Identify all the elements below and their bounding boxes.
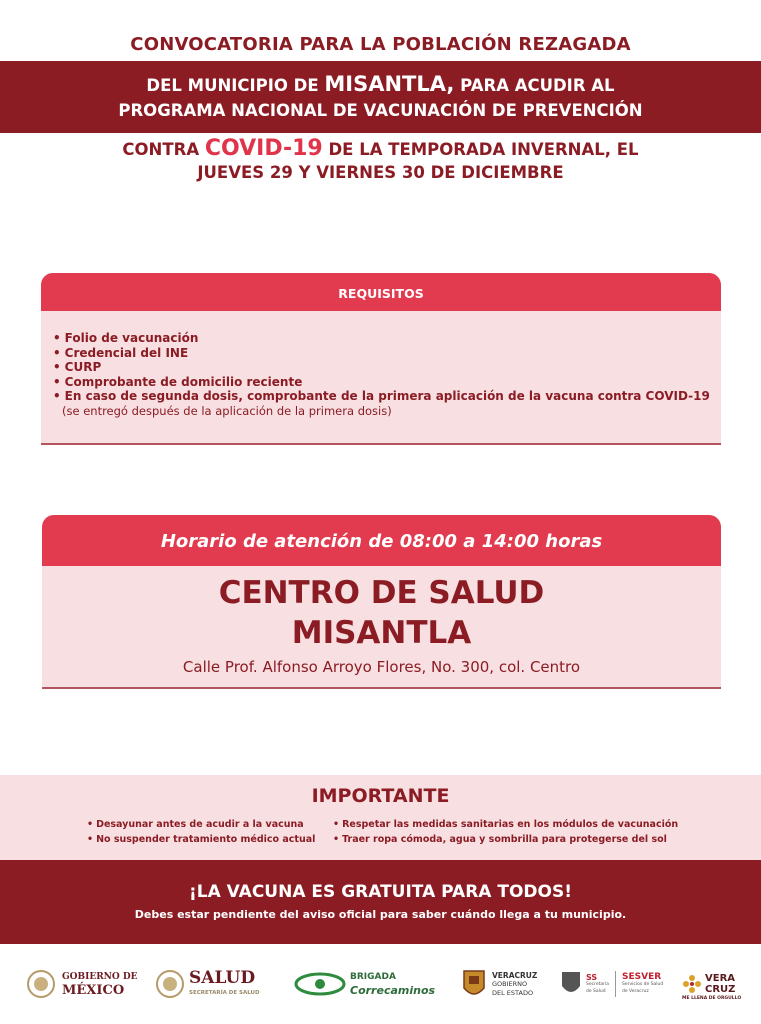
requisitos-list bbox=[41, 311, 721, 404]
requisitos-card bbox=[41, 273, 721, 445]
ss-label: SS bbox=[586, 972, 598, 982]
requisitos-note: (se entregó después de la aplicación de la primera dosis) bbox=[62, 403, 392, 418]
sesver-sub-2: de Veracruz bbox=[622, 988, 649, 994]
requisito-item: • Folio de vacunación bbox=[53, 331, 721, 346]
header-line-5: JUEVES 29 Y VIERNES 30 DE DICIEMBRE bbox=[197, 163, 564, 182]
gratuita-title: ¡LA VACUNA ES GRATUITA PARA TODOS! bbox=[189, 882, 572, 902]
logo-salud bbox=[155, 960, 260, 1008]
centro-name bbox=[42, 573, 721, 653]
logo-veracruz-gobierno bbox=[461, 960, 537, 1008]
requisito-item: • CURP bbox=[53, 360, 721, 375]
header-line-4-pre: CONTRA bbox=[122, 140, 205, 159]
horario-title: Horario de atención de 08:00 a 14:00 horas bbox=[42, 515, 721, 566]
brigada-line-2: Correcaminos bbox=[350, 984, 436, 997]
requisito-item: • Credencial del INE bbox=[53, 346, 721, 361]
importante-item: • Desayunar antes de acudir a la vacuna bbox=[87, 817, 315, 832]
centro-address: Calle Prof. Alfonso Arroyo Flores, No. 300, col. Centro bbox=[182, 658, 581, 676]
importante-item: • No suspender tratamiento médico actual bbox=[87, 832, 315, 847]
gratuita-banner bbox=[0, 860, 761, 944]
requisito-item: • En caso de segunda dosis, comprobante de la primera aplicación de la vacuna contra COVID-19 bbox=[53, 389, 721, 404]
vera-line-1: VERA bbox=[705, 973, 736, 984]
logo-divider bbox=[615, 971, 616, 997]
importante-item: • Respetar las medidas sanitarias en los módulos de vacunación bbox=[333, 817, 678, 832]
header-line-2 bbox=[0, 72, 761, 96]
importante-item: • Traer ropa cómoda, agua y sombrilla para protegerse del sol bbox=[333, 832, 678, 847]
header-line-3: PROGRAMA NACIONAL DE VACUNACIÓN DE PREVENCIÓN bbox=[118, 101, 643, 120]
road-runner-icon bbox=[294, 969, 346, 999]
veracruz-line-3: DEL ESTADO bbox=[492, 988, 534, 997]
gobierno-line-1: GOBIERNO DE bbox=[62, 972, 138, 982]
veracruz-flower-icon bbox=[682, 974, 702, 994]
logo-ss-sesver bbox=[560, 960, 663, 1008]
vera-tagline: ME LLENA DE ORGULLO bbox=[682, 996, 742, 1001]
salud-line-2: SECRETARÍA DE SALUD bbox=[189, 989, 260, 996]
eagle-seal-icon bbox=[155, 969, 185, 999]
header-line-2-pre: DEL MUNICIPIO DE bbox=[146, 76, 325, 95]
header-line-4-post: DE LA TEMPORADA INVERNAL, EL bbox=[322, 140, 639, 159]
vera-line-2: CRUZ bbox=[705, 984, 736, 995]
header-line-4 bbox=[0, 136, 761, 161]
sesver-label: SESVER bbox=[622, 971, 662, 982]
header-covid: COVID-19 bbox=[204, 136, 323, 161]
horario-card bbox=[42, 515, 721, 689]
brigada-line-1: BRIGADA bbox=[350, 972, 396, 982]
ss-sub-1: Secretaría bbox=[586, 981, 609, 987]
eagle-seal-icon bbox=[26, 969, 56, 999]
logo-brigada bbox=[294, 960, 435, 1008]
salud-line-1: SALUD bbox=[189, 967, 256, 988]
importante-section bbox=[0, 775, 761, 860]
logo-gobierno-mexico bbox=[26, 960, 138, 1008]
centro-name-line-1: CENTRO DE SALUD bbox=[218, 575, 545, 611]
veracruz-line-1: VERACRUZ bbox=[492, 970, 538, 980]
shield-icon bbox=[560, 970, 582, 998]
header-town: MISANTLA, bbox=[324, 72, 455, 96]
coat-of-arms-icon bbox=[461, 968, 487, 1000]
gobierno-line-2: MÉXICO bbox=[62, 983, 125, 998]
sesver-sub-1: Servicios de Salud bbox=[622, 981, 664, 987]
importante-list-right bbox=[333, 817, 678, 847]
requisitos-title: REQUISITOS bbox=[41, 273, 721, 311]
requisito-item: • Comprobante de domicilio reciente bbox=[53, 375, 721, 390]
ss-sub-2: de Salud bbox=[586, 988, 606, 994]
centro-name-line-2: MISANTLA bbox=[291, 615, 472, 651]
header-line-1: CONVOCATORIA PARA LA POBLACIÓN REZAGADA bbox=[130, 34, 631, 55]
gratuita-subtitle: Debes estar pendiente del aviso oficial para saber cuándo llega a tu municipio. bbox=[134, 908, 627, 921]
importante-title: IMPORTANTE bbox=[311, 785, 450, 807]
veracruz-line-2: GOBIERNO bbox=[492, 979, 528, 988]
importante-list-left bbox=[87, 817, 315, 847]
logo-strip bbox=[0, 960, 761, 1010]
header-line-2-post: PARA ACUDIR AL bbox=[454, 76, 615, 95]
